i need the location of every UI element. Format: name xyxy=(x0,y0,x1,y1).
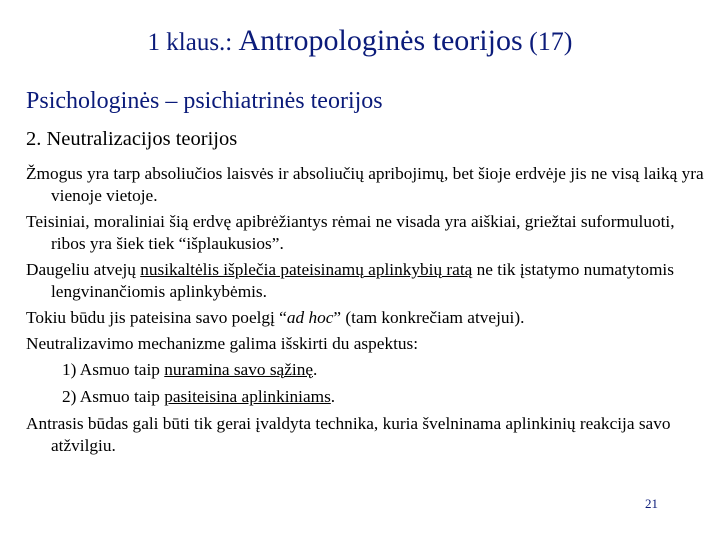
section-heading: 2. Neutralizacijos teorijos xyxy=(26,128,238,150)
paragraph-4 xyxy=(26,307,708,329)
paragraph-4-text: Tokiu būdu jis pateisina savo poelgį “ xyxy=(26,308,287,327)
list-item-2 xyxy=(26,386,708,408)
paragraph-1: Žmogus yra tarp absoliučios laisvės ir absoliučių apribojimų, bet šioje erdvėje jis ne visą laiką yra vienoje vietoje. xyxy=(26,164,704,205)
page-number: 21 xyxy=(645,496,658,511)
title-prefix: 1 klaus.: xyxy=(147,29,239,56)
list-item-1-rest: . xyxy=(313,360,318,379)
paragraph-5: Neutralizavimo mechanizme galima išskirti du aspektus: xyxy=(26,334,419,353)
paragraph-3-text: Daugeliu atvejų xyxy=(26,260,141,279)
title-main: Antropologinės teorijos xyxy=(238,24,523,57)
list-item-1-text: 1) Asmuo taip xyxy=(62,360,165,379)
title-number: (17) xyxy=(522,27,573,56)
slide-title xyxy=(0,24,720,58)
paragraph-2: Teisiniai, moraliniai šią erdvę apibrėžiantys rėmai ne visada yra aiškiai, griežtai suformuluoti, ribos yra šiek tiek “išplaukusios”. xyxy=(26,212,675,253)
paragraph-3-underlined: nusikaltėlis išplečia pateisinamų aplinkybių ratą xyxy=(140,260,473,279)
paragraph-6: Antrasis būdas gali būti tik gerai įvaldyta technika, kuria švelninama aplinkinių reakcija savo atžvilgiu. xyxy=(26,414,671,455)
list-item-2-rest: . xyxy=(330,387,336,406)
slide-subtitle: Psichologinės – psichiatrinės teorijos xyxy=(26,88,383,114)
list-item-2-underlined: pasiteisina aplinkiniams xyxy=(164,387,331,406)
list-item-1-underlined: nuramina savo sąžinę xyxy=(164,360,314,379)
paragraph-4-rest: ” (tam konkrečiam atvejui). xyxy=(333,308,525,327)
slide-body xyxy=(26,163,708,461)
paragraph-3 xyxy=(26,259,708,303)
paragraph-3-rest: ne tik įstatymo numatytomis lengvinančiomis aplinkybėmis. xyxy=(51,260,674,301)
paragraph-4-italic: ad hoc xyxy=(286,308,334,327)
list-item-2-text: 2) Asmuo taip xyxy=(62,387,165,406)
list-item-1 xyxy=(26,359,708,381)
